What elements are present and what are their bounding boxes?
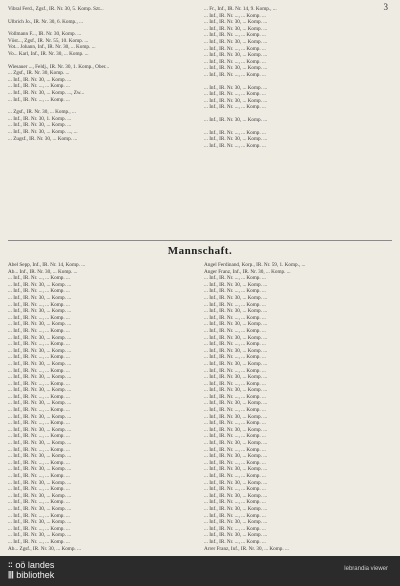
register-entry: ... Inf., IR. Nr. 30, ... Komp. ...	[8, 281, 72, 288]
register-entry: Vot... Johann, Inf., IR. Nr. 30, ... Komp. ...	[8, 44, 96, 51]
register-entry: ... Inf., IR. Nr. ..., ... Komp. ...	[8, 525, 70, 532]
register-entry: ... Inf., IR. Nr. 30, ... Komp. ...	[204, 294, 268, 301]
register-entry: ... Inf., IR. Nr. ..., ... Komp. ...	[8, 275, 70, 282]
register-entry: ... Inf., IR. Nr. 30, ... Komp. ...	[8, 334, 72, 341]
register-entry: ... Inf., IR. Nr. ..., ... Komp. ...	[8, 354, 70, 361]
logo-text-line1: oö landes	[15, 560, 55, 570]
register-entry: ... Inf., IR. Nr. 30, ... Komp. ...	[204, 519, 268, 526]
register-entry: ... Inf., IR. Nr. ..., ... Komp. ...	[8, 341, 70, 348]
register-entry: ... Inf., IR. Nr. 30, ... Komp. ...	[204, 374, 268, 381]
register-entry: ... Inf., IR. Nr. ..., ... Komp. ...	[204, 420, 266, 427]
register-entry: ... Inf., IR. Nr. ..., ... Komp. ...	[204, 301, 266, 308]
register-entry: ... Inf., IR. Nr. 30, ... Komp. ...	[204, 360, 268, 367]
register-entry: ... Inf., IR. Nr. 30, ... Komp. ...	[204, 308, 268, 315]
page-number: 3	[383, 2, 388, 12]
register-entry: ... Inf., IR. Nr. 30, ... Komp. ...	[204, 532, 268, 539]
register-entry: ... Inf., IR. Nr. 30, ... Komp. ...	[8, 308, 72, 315]
register-entry: ... Inf., IR. Nr. ..., ... Komp. ...	[204, 473, 266, 479]
logo-mark-icon: ::	[8, 560, 13, 569]
register-entry: ... Inf., IR. Nr. ..., ... Komp. ...	[8, 420, 70, 427]
register-entry: ... Inf., IR. Nr. 30, ... Komp. ...	[204, 65, 268, 72]
register-entry: ... Inf., IR. Nr. 30, ... Komp. ...	[204, 413, 268, 420]
register-entry: ... Inf., IR. Nr. ..., ... Komp. ...	[8, 96, 70, 103]
register-entry: ... Inf., IR. Nr. 30, ... Komp. ...	[204, 400, 268, 407]
register-entry: Ab... Zgsf., IR. Nr. 30, ... Komp. ...	[8, 545, 81, 552]
register-entry: ... Inf., IR. Nr. 30, ... Komp. ...	[204, 84, 268, 91]
register-entry: ... Inf., IR. Nr. ..., ... Komp. ...	[8, 301, 70, 308]
register-entry: ... Inf., IR. Nr. ..., ... Komp. ...	[204, 12, 266, 19]
register-entry: ... Inf., IR. Nr. ..., ... Komp. ...	[8, 380, 70, 387]
lower-right-column	[204, 262, 392, 552]
register-entry: ... Zugsf., IR. Nr. 30, ... Komp. ...	[8, 135, 78, 142]
register-entry: ... Inf., IR. Nr. 30, ... Komp. ...	[8, 122, 72, 129]
register-entry: ... Inf., IR. Nr. ..., ... Komp. ...	[204, 407, 266, 414]
lower-left-column	[8, 262, 196, 552]
register-entry: Vollmann F..., IR. Nr. 30, Komp. ...	[8, 31, 82, 38]
register-entry: ... Inf., IR. Nr. ..., ... Komp. ...	[204, 71, 266, 78]
register-entry: ... Inf., IR. Nr. ..., ... Komp. ...	[204, 380, 266, 387]
register-entry: ... Inf., IR. Nr. ..., ... Komp. ...	[204, 104, 266, 111]
register-entry: ... Inf., IR. Nr. ..., ... Komp. ...	[204, 45, 266, 52]
register-entry: ... Inf., IR. Nr. ..., ... Komp. ...	[204, 327, 266, 334]
register-entry: ... Inf., IR. Nr. 30, ... Komp. ...	[8, 400, 72, 407]
register-entry: ... Inf., IR. Nr. 30, ... Komp. ...	[204, 52, 268, 59]
register-entry: Wiesauer ..., Feldj., IR. Nr. 30, 1. Komp., Ober...	[8, 63, 110, 70]
register-entry: ... Inf., IR. Nr. ..., ... Komp. ...	[8, 433, 70, 440]
register-entry: ... Inf., IR. Nr. 30, 1. Komp. ...	[8, 115, 72, 122]
register-entry: ... Inf., IR. Nr. ..., ... Komp. ...	[8, 393, 70, 400]
register-entry: ... Inf., IR. Nr. 30, ... Komp. ...	[204, 479, 268, 486]
upper-left-column	[8, 6, 196, 198]
register-entry: ... Inf., IR. Nr. 30, ... Komp. ...	[8, 492, 72, 499]
upper-right-column	[204, 6, 392, 198]
register-entry: Arrer Franz, Inf., IR. Nr. 30, ... Komp. ...	[204, 545, 289, 552]
register-entry: Angel Ferdinand, Korp., IR. Nr. 59, 1. Komp., ...	[204, 262, 306, 268]
logo-mark-icon: |||	[8, 570, 14, 579]
register-entry: ... Inf., IR. Nr. ..., ... Komp. ...	[204, 433, 266, 440]
viewer-footer	[0, 556, 400, 586]
register-entry: ... Inf., IR. Nr. 30, ... Komp. ...	[204, 334, 268, 341]
register-entry: ... Inf., IR. Nr. 30, ... Komp. ...	[204, 440, 268, 447]
register-entry: ... Zgsf., IR. Nr. 30, Komp. ...	[8, 70, 70, 77]
register-entry: ... Inf., IR. Nr. ..., ... Komp. ...	[204, 58, 266, 65]
register-entry: ... Inf., IR. Nr. ..., ... Komp. ...	[204, 393, 266, 400]
register-entry: ... Inf., IR. Nr. 30, ... Komp. ...	[204, 426, 268, 433]
viewer-label[interactable]: lebrandia viewer	[344, 566, 388, 572]
register-entry: ... Inf., IR. Nr. ..., ... Komp. ...	[204, 367, 266, 374]
register-entry: ... Inf., IR. Nr. 30, ... Komp. ...	[204, 505, 268, 512]
register-entry: ... Inf., IR. Nr. ..., ... Komp. ...	[8, 473, 70, 479]
register-entry: ... Inf., IR. Nr. ..., ... Komp. ...	[8, 407, 70, 414]
register-entry: ... Inf., IR. Nr. ..., ... Komp. ...	[204, 486, 266, 493]
register-entry: ... Inf., IR. Nr. 30, ... Komp. ...	[8, 519, 72, 526]
register-entry: Ab... Inf., IR. Nr. 30, ... Komp. ...	[8, 268, 78, 275]
register-entry: ... Inf., IR. Nr. 30, ... Komp. ...	[8, 374, 72, 381]
register-entry: ... Inf., IR. Nr. ..., ... Komp. ...	[204, 459, 266, 466]
register-entry: ... Inf., IR. Nr. 30, ... Komp. ...	[204, 321, 268, 328]
register-entry: ... Inf., IR. Nr. ..., ... Komp. ...	[204, 142, 266, 149]
register-entry: ... Inf., IR. Nr. 30, ... Komp. ...	[204, 136, 268, 143]
library-logo[interactable]	[8, 560, 54, 580]
register-entry: ... Inf., IR. Nr. 30, ... Komp. ...	[204, 387, 268, 394]
register-entry: ... Inf., IR. Nr. 30, ... Komp. ...	[8, 453, 72, 460]
register-entry: ... Inf., IR. Nr. ..., ... Komp. ...	[204, 525, 266, 532]
register-entry: ... Inf., IR. Nr. 30, ... Komp. ..., ...	[8, 128, 78, 135]
register-entry: ... Inf., IR. Nr. 30, ... Komp. ...	[8, 532, 72, 539]
register-entry: ... Inf., IR. Nr. ..., ... Komp. ...	[204, 32, 266, 39]
register-entry: ... Inf., IR. Nr. ..., ... Komp. ...	[204, 512, 266, 519]
register-entry: ... Inf., IR. Nr. 30, ... Komp. ...	[204, 116, 268, 123]
register-entry: ... Inf., IR. Nr. 30, ... Komp. ...	[204, 97, 268, 104]
register-entry: ... Inf., IR. Nr. 30, ... Komp. ...	[8, 505, 72, 512]
register-entry: ... Inf., IR. Nr. 30, ... Komp. ...	[204, 281, 268, 288]
register-entry: ... Inf., IR. Nr. ..., ... Komp. ...	[204, 354, 266, 361]
register-entry: ... Inf., IR. Nr. 30, ... Komp. ...	[204, 25, 268, 32]
register-entry: ... Inf., IR. Nr. ..., ... Komp. ...	[8, 83, 70, 90]
register-entry: ... Inf., IR. Nr. ..., ... Komp. ...	[204, 129, 266, 136]
register-entry: ... Inf., IR. Nr. 30, ... Komp. ...	[204, 347, 268, 354]
register-entry: Abel Sepp, Inf., IR. Nr. 14, Komp. ...	[8, 262, 86, 268]
register-entry: ... Inf., IR. Nr. ..., ... Komp. ...	[8, 367, 70, 374]
register-entry: ... Inf., IR. Nr. ..., ... Komp. ...	[204, 275, 266, 282]
register-entry: ... Inf., IR. Nr. ..., ... Komp. ...	[8, 314, 70, 321]
register-entry: ... Inf., IR. Nr. ..., ... Komp. ...	[204, 538, 266, 545]
register-entry: ... Inf., IR. Nr. 30, ... Komp. ...	[204, 453, 268, 460]
register-entry: ... Inf., IR. Nr. 30, ... Komp. ...	[8, 440, 72, 447]
register-entry: ... Inf., IR. Nr. 30, ... Komp. ...	[8, 76, 72, 83]
register-entry: ... Zgsf., IR. Nr. 30, ... Komp., ...	[8, 109, 76, 116]
register-entry: ... Inf., IR. Nr. ..., ... Komp. ...	[204, 314, 266, 321]
register-entry: Anger Franz, Inf., IR. Nr. 30, ... Komp. ...	[204, 268, 291, 275]
register-entry: ... Inf., IR. Nr. 30, ... Komp. ...	[8, 387, 72, 394]
register-entry: ... Inf., IR. Nr. 30, ... Komp. ...	[204, 38, 268, 45]
register-entry: Vibral Ferd., Zgsf., IR. Nr. 30, 5. Komp. Szt...	[8, 6, 104, 12]
register-entry: Vo... Karl, Inf., IR. Nr. 30, ... Komp. ...	[8, 50, 89, 57]
register-entry: ... Inf., IR. Nr. 30, ... Komp. ...	[8, 294, 72, 301]
section-heading: Mannschaft.	[167, 245, 233, 257]
register-entry: ... Inf., IR. Nr. 30, ... Komp. ...	[8, 413, 72, 420]
register-entry: ... Inf., IR. Nr. ..., ... Komp. ...	[8, 459, 70, 466]
register-entry: ... Inf., IR. Nr. ..., ... Komp. ...	[8, 486, 70, 493]
register-entry: ... Inf., IR. Nr. ..., ... Komp. ...	[8, 288, 70, 295]
register-entry: ... Inf., IR. Nr. 30, ... Komp. ...	[8, 347, 72, 354]
register-entry: ... Inf., IR. Nr. 30, ... Komp. ...	[8, 479, 72, 486]
register-entry: ... Fr., Inf., IR. Nr. 14, 9. Komp., ...	[204, 6, 277, 12]
register-entry: ... Inf., IR. Nr. 30, ... Komp. ..., Zw...	[8, 89, 85, 96]
register-entry: ... Inf., IR. Nr. ..., ... Komp. ...	[8, 512, 70, 519]
register-entry: ... Inf., IR. Nr. ..., ... Komp. ...	[204, 341, 266, 348]
register-entry: ... Inf., IR. Nr. ..., ... Komp. ...	[8, 327, 70, 334]
register-entry: ... Inf., IR. Nr. ..., ... Komp. ...	[204, 91, 266, 98]
register-entry: ... Inf., IR. Nr. 30, ... Komp. ...	[8, 360, 72, 367]
register-entry: ... Inf., IR. Nr. ..., ... Komp. ...	[8, 446, 70, 453]
register-entry: Ulbrich Jo., IR. Nr. 30, 6. Komp., ...	[8, 18, 83, 25]
register-entry: ... Inf., IR. Nr. 30, ... Komp. ...	[204, 466, 268, 473]
register-entry: ... Inf., IR. Nr. 30, ... Komp. ...	[8, 321, 72, 328]
register-entry: ... Inf., IR. Nr. 30, ... Komp. ...	[8, 466, 72, 473]
section-divider	[8, 240, 392, 241]
logo-text-line2: bibliothek	[16, 570, 55, 580]
register-entry: ... Inf., IR. Nr. ..., ... Komp. ...	[204, 499, 266, 506]
register-entry: ... Inf., IR. Nr. ..., ... Komp. ...	[8, 499, 70, 506]
register-entry: ... Inf., IR. Nr. 30, ... Komp. ...	[204, 492, 268, 499]
register-entry: ... Inf., IR. Nr. ..., ... Komp. ...	[204, 446, 266, 453]
register-entry: ... Inf., IR. Nr. ..., ... Komp. ...	[204, 288, 266, 295]
register-entry: ... Inf., IR. Nr. 30, ... Komp. ...	[204, 19, 268, 26]
register-entry: ... Inf., IR. Nr. ..., ... Komp. ...	[8, 538, 70, 545]
register-entry: Vöst..., Zgsf., IR. Nr. 55, 10. Komp. ...	[8, 37, 89, 44]
register-entry: ... Inf., IR. Nr. 30, ... Komp. ...	[8, 426, 72, 433]
